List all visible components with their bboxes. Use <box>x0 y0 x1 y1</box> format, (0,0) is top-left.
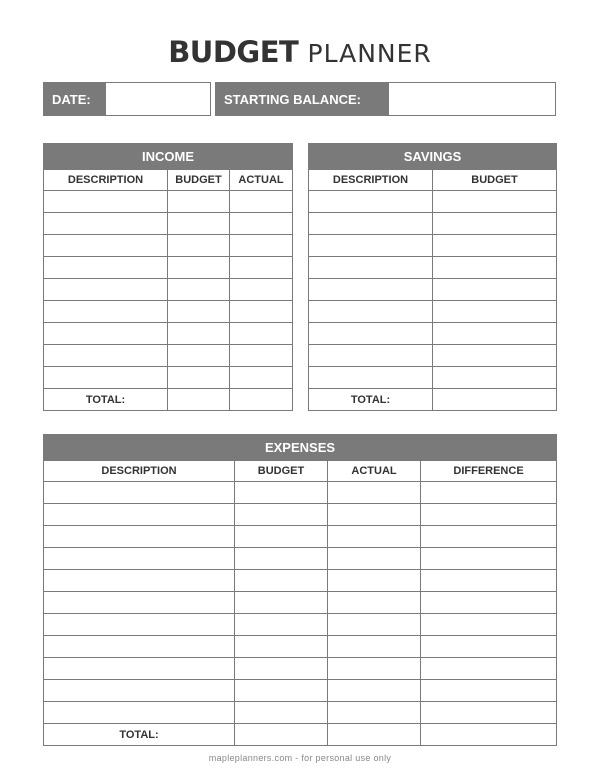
table-cell[interactable] <box>230 279 293 301</box>
table-cell[interactable] <box>44 680 235 702</box>
table-cell[interactable] <box>44 191 168 213</box>
table-cell[interactable] <box>44 702 235 724</box>
table-cell[interactable] <box>309 213 433 235</box>
table-cell[interactable] <box>328 724 421 746</box>
starting-balance-field[interactable] <box>215 82 556 116</box>
table-cell[interactable] <box>44 570 235 592</box>
table-row <box>44 279 293 301</box>
table-cell[interactable] <box>230 235 293 257</box>
table-cell[interactable] <box>168 191 230 213</box>
table-cell[interactable] <box>328 680 421 702</box>
table-cell[interactable] <box>44 301 168 323</box>
table-row <box>44 213 293 235</box>
table-cell[interactable] <box>168 257 230 279</box>
column-header: ACTUAL <box>328 461 421 482</box>
table-cell[interactable] <box>168 235 230 257</box>
expenses-heading: EXPENSES <box>44 435 557 461</box>
table-cell[interactable] <box>421 702 557 724</box>
table-cell[interactable] <box>230 257 293 279</box>
table-cell[interactable] <box>421 658 557 680</box>
expenses-rows <box>44 482 557 724</box>
table-cell[interactable] <box>235 548 328 570</box>
table-cell[interactable] <box>168 213 230 235</box>
table-cell[interactable] <box>433 213 557 235</box>
table-cell[interactable] <box>328 702 421 724</box>
table-row <box>44 636 557 658</box>
table-cell[interactable] <box>235 614 328 636</box>
table-cell[interactable] <box>168 345 230 367</box>
table-cell[interactable] <box>44 235 168 257</box>
starting-balance-input[interactable] <box>389 83 555 115</box>
table-cell[interactable] <box>421 526 557 548</box>
table-cell[interactable] <box>433 345 557 367</box>
savings-table <box>308 143 557 411</box>
date-field[interactable] <box>43 82 211 116</box>
table-cell[interactable] <box>433 301 557 323</box>
table-row <box>44 526 557 548</box>
table-row <box>44 301 293 323</box>
column-header: DIFFERENCE <box>421 461 557 482</box>
table-row <box>44 345 293 367</box>
table-cell[interactable] <box>421 548 557 570</box>
table-row <box>44 548 557 570</box>
table-row <box>44 235 293 257</box>
table-row <box>309 345 557 367</box>
column-header: DESCRIPTION <box>309 170 433 191</box>
savings-heading: SAVINGS <box>309 144 557 170</box>
table-cell[interactable] <box>235 570 328 592</box>
title-light: PLANNER <box>307 39 432 68</box>
table-row <box>44 323 293 345</box>
table-cell[interactable] <box>44 345 168 367</box>
table-cell[interactable] <box>328 614 421 636</box>
table-cell[interactable] <box>235 504 328 526</box>
table-cell[interactable] <box>230 367 293 389</box>
table-cell[interactable] <box>309 367 433 389</box>
column-header: DESCRIPTION <box>44 461 235 482</box>
table-cell[interactable] <box>168 323 230 345</box>
column-header: BUDGET <box>235 461 328 482</box>
total-label: TOTAL: <box>44 724 235 746</box>
table-cell[interactable] <box>44 614 235 636</box>
table-cell[interactable] <box>421 570 557 592</box>
table-cell[interactable] <box>44 526 235 548</box>
table-cell[interactable] <box>433 279 557 301</box>
table-cell[interactable] <box>168 301 230 323</box>
table-cell[interactable] <box>328 482 421 504</box>
income-heading: INCOME <box>44 144 293 170</box>
table-cell[interactable] <box>230 301 293 323</box>
table-row <box>44 367 293 389</box>
table-cell[interactable] <box>309 191 433 213</box>
table-cell[interactable] <box>309 301 433 323</box>
table-cell[interactable] <box>235 636 328 658</box>
table-row <box>44 592 557 614</box>
date-input[interactable] <box>106 83 210 115</box>
table-cell[interactable] <box>328 570 421 592</box>
table-cell[interactable] <box>44 592 235 614</box>
table-cell[interactable] <box>421 614 557 636</box>
table-cell[interactable] <box>44 504 235 526</box>
table-cell[interactable] <box>433 191 557 213</box>
table-cell[interactable] <box>44 213 168 235</box>
table-cell[interactable] <box>433 257 557 279</box>
table-row <box>309 213 557 235</box>
table-cell[interactable] <box>235 702 328 724</box>
table-row <box>44 702 557 724</box>
table-cell[interactable] <box>328 504 421 526</box>
table-cell[interactable] <box>309 323 433 345</box>
table-cell[interactable] <box>44 658 235 680</box>
table-cell[interactable] <box>44 323 168 345</box>
column-header: ACTUAL <box>230 170 293 191</box>
table-cell[interactable] <box>421 636 557 658</box>
table-cell[interactable] <box>235 658 328 680</box>
date-label: DATE: <box>44 83 106 115</box>
table-cell[interactable] <box>44 367 168 389</box>
table-row <box>309 191 557 213</box>
column-header: DESCRIPTION <box>44 170 168 191</box>
table-cell[interactable] <box>421 482 557 504</box>
table-cell[interactable] <box>421 680 557 702</box>
table-cell[interactable] <box>230 323 293 345</box>
table-cell[interactable] <box>328 658 421 680</box>
table-row <box>44 482 557 504</box>
table-row <box>309 257 557 279</box>
table-row <box>44 257 293 279</box>
table-row <box>309 279 557 301</box>
expenses-table <box>43 434 557 746</box>
table-cell[interactable] <box>235 526 328 548</box>
table-cell[interactable] <box>328 526 421 548</box>
table-cell[interactable] <box>44 548 235 570</box>
column-header: BUDGET <box>168 170 230 191</box>
table-cell[interactable] <box>44 257 168 279</box>
table-row <box>309 235 557 257</box>
table-cell[interactable] <box>421 504 557 526</box>
table-cell[interactable] <box>230 345 293 367</box>
savings-rows <box>309 191 557 389</box>
table-row <box>44 614 557 636</box>
table-cell[interactable] <box>421 592 557 614</box>
table-row <box>44 680 557 702</box>
table-row <box>44 191 293 213</box>
table-cell[interactable] <box>168 279 230 301</box>
table-cell[interactable] <box>168 389 230 411</box>
table-cell[interactable] <box>309 235 433 257</box>
income-table <box>43 143 293 411</box>
table-row <box>44 658 557 680</box>
table-cell[interactable] <box>328 548 421 570</box>
table-cell[interactable] <box>328 636 421 658</box>
table-cell[interactable] <box>433 323 557 345</box>
table-cell[interactable] <box>235 680 328 702</box>
table-cell[interactable] <box>230 191 293 213</box>
table-row <box>309 367 557 389</box>
column-header: BUDGET <box>433 170 557 191</box>
table-cell[interactable] <box>433 235 557 257</box>
total-label: TOTAL: <box>309 389 433 411</box>
table-cell[interactable] <box>44 279 168 301</box>
table-row <box>44 570 557 592</box>
table-row <box>44 504 557 526</box>
table-cell[interactable] <box>230 213 293 235</box>
table-cell[interactable] <box>433 367 557 389</box>
table-cell[interactable] <box>44 636 235 658</box>
table-cell[interactable] <box>235 482 328 504</box>
table-cell[interactable] <box>230 389 293 411</box>
page-title <box>0 34 600 72</box>
table-cell[interactable] <box>433 389 557 411</box>
starting-balance-label: STARTING BALANCE: <box>216 83 389 115</box>
total-label: TOTAL: <box>44 389 168 411</box>
table-cell[interactable] <box>309 279 433 301</box>
table-cell[interactable] <box>309 257 433 279</box>
table-cell[interactable] <box>309 345 433 367</box>
table-cell[interactable] <box>235 592 328 614</box>
table-row <box>309 301 557 323</box>
table-row <box>309 323 557 345</box>
table-cell[interactable] <box>235 724 328 746</box>
table-cell[interactable] <box>168 367 230 389</box>
title-bold: BUDGET <box>168 35 299 69</box>
footer-note: mapleplanners.com - for personal use only <box>208 753 392 763</box>
table-cell[interactable] <box>44 482 235 504</box>
table-cell[interactable] <box>328 592 421 614</box>
table-cell[interactable] <box>421 724 557 746</box>
income-rows <box>44 191 293 389</box>
